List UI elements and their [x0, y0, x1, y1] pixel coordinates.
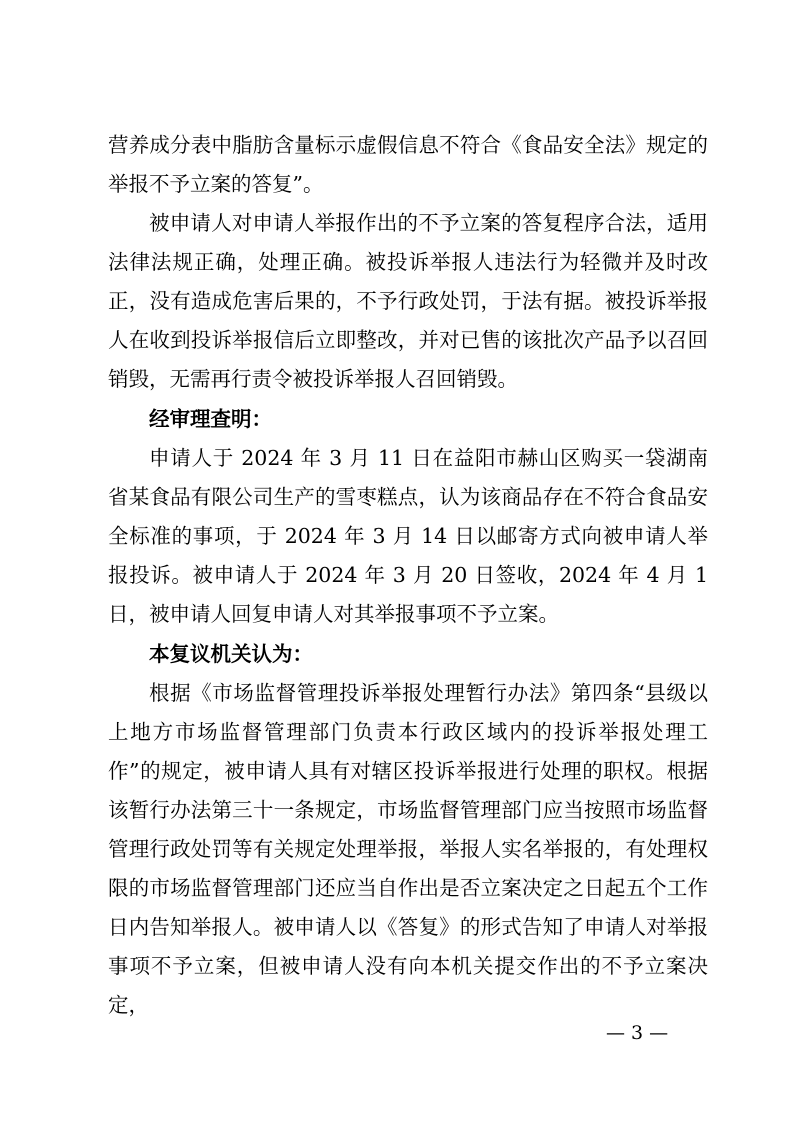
paragraph-continuation: 营养成分表中脂肪含量标示虚假信息不符合《食品安全法》规定的举报不予立案的答复”。 [108, 133, 708, 196]
page-number: — 3 — [606, 1022, 669, 1044]
document-body [108, 126, 708, 1025]
paragraph-findings: 申请人于 2024 年 3 月 11 日在益阳市赫山区购买一袋湖南省某食品有限公司生产的雪枣糕点，认为该商品存在不符合食品安全标准的事项，于 2024 年 3 月 14 日以邮寄方式向被申请人举报投诉。被申请人于 2024 年 3 月 20 日签收，2024 年 4 月 1 日，被申请人回复申请人对其举报事项不予立案。 [108, 446, 708, 626]
paragraph-opinion: 根据《市场监督管理投诉举报处理暂行办法》第四条“县级以上地方市场监督管理部门负责本行政区域内的投诉举报处理工作”的规定，被申请人具有对辖区投诉举报进行处理的职权。根据该暂行办法第三十一条规定，市场监督管理部门应当按照市场监督管理行政处罚等有关规定处理举报，举报人实名举报的，有处理权限的市场监督管理部门还应当自作出是否立案决定之日起五个工作日内告知举报人。被申请人以《答复》的形式告知了申请人对举报事项不予立案，但被申请人没有向本机关提交作出的不予立案决定， [108, 681, 708, 1017]
heading-opinion: 本复议机关认为： [149, 642, 313, 666]
paragraph-respondent-statement: 被申请人对申请人举报作出的不予立案的答复程序合法，适用法律法规正确，处理正确。被投诉举报人违法行为轻微并及时改正，没有造成危害后果的，不予行政处罚，于法有据。被投诉举报人在收到投诉举报信后立即整改，并对已售的该批次产品予以召回销毁，无需再行责令被投诉举报人召回销毁。 [108, 211, 708, 391]
heading-findings: 经审理查明： [149, 407, 272, 431]
